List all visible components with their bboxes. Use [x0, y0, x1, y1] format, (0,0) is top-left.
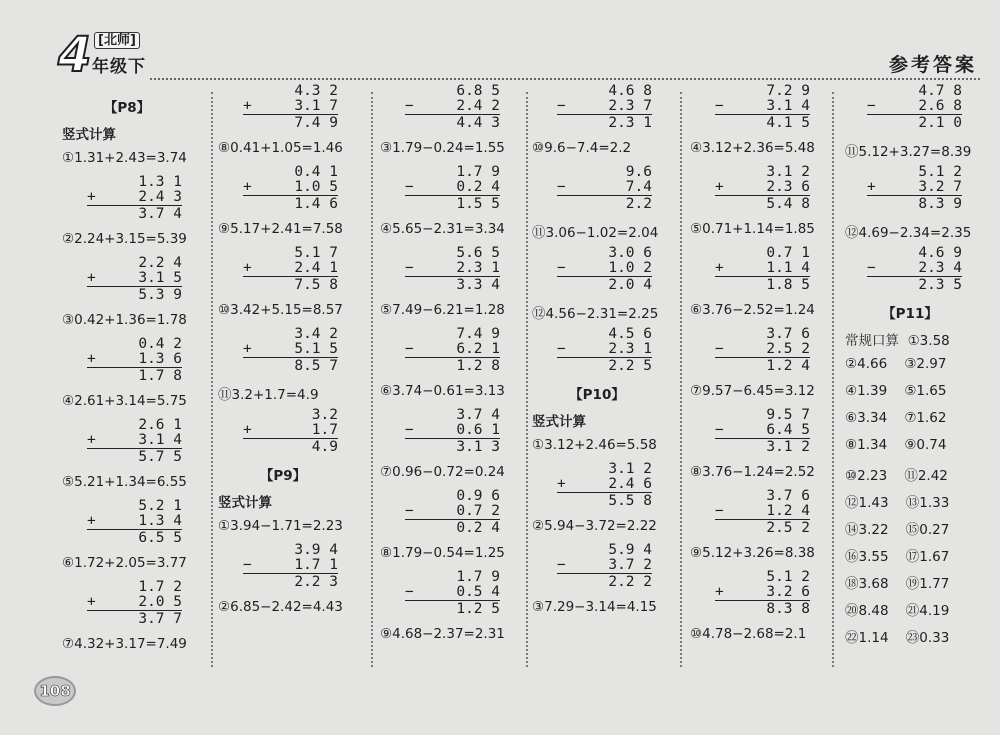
vertical-calculation: [405, 84, 500, 131]
operator-sign: +: [715, 260, 724, 276]
first-operand: 5.9 4: [608, 542, 652, 558]
second-operand-row: [87, 514, 182, 529]
vertical-calculation: [715, 246, 810, 293]
result-value: 4.4 3: [405, 114, 500, 131]
equation-line: ⑦0.96−0.72=0.24: [380, 464, 505, 480]
second-operand: 2.0 5: [138, 594, 182, 610]
result-value: 2.3 5: [867, 276, 962, 293]
second-operand-row: [867, 261, 962, 276]
equation-line: ⑨5.17+2.41=7.58: [218, 221, 343, 237]
vertical-calculation: [243, 84, 338, 131]
second-operand: 2.3 4: [918, 260, 962, 276]
result-value: 7.4 9: [243, 114, 338, 131]
result-value: 3.7 4: [87, 205, 182, 222]
vertical-calculation: [405, 327, 500, 374]
vertical-calculation: [405, 165, 500, 212]
second-operand-row: [87, 352, 182, 367]
vertical-calculation: [87, 175, 182, 222]
second-operand: 0.6 1: [456, 422, 500, 438]
equation-line: ⑪5.12+3.27=8.39: [845, 144, 972, 160]
equation-line: ⑦4.32+3.17=7.49: [62, 636, 187, 652]
second-operand: 3.1 5: [138, 270, 182, 286]
second-operand-row: [243, 342, 338, 357]
result-value: 5.3 9: [87, 286, 182, 303]
section-title: 【P10】: [569, 387, 625, 403]
equation-line: ⑱3.68 ⑲1.77: [845, 576, 950, 592]
equation-line: ④1.39 ⑤1.65: [845, 383, 947, 399]
vertical-calculation: [715, 489, 810, 536]
second-operand: 3.1 4: [138, 432, 182, 448]
second-operand-row: [715, 423, 810, 438]
equation-line: ③7.29−3.14=4.15: [532, 599, 657, 615]
second-operand: 7.4: [625, 179, 652, 195]
equation-line: ④2.61+3.14=5.75: [62, 393, 187, 409]
equation-line: ⑤0.71+1.14=1.85: [690, 221, 815, 237]
operator-sign: +: [87, 351, 96, 367]
vertical-calculation: [87, 418, 182, 465]
section-title: 【P8】: [103, 100, 151, 116]
operator-sign: +: [87, 594, 96, 610]
operator-sign: +: [243, 179, 252, 195]
first-operand: 1.7 9: [456, 164, 500, 180]
equation-line: ⑯3.55 ⑰1.67: [845, 549, 950, 565]
equation-line: ⑥3.34 ⑦1.62: [845, 410, 947, 426]
second-operand: 1.0 2: [608, 260, 652, 276]
result-value: 5.5 8: [557, 492, 652, 509]
result-value: 0.2 4: [405, 519, 500, 536]
second-operand-row: [405, 585, 500, 600]
operator-sign: +: [87, 189, 96, 205]
answer-column: [218, 0, 368, 615]
first-operand: 3.7 6: [766, 488, 810, 504]
equation-line: ⑨4.68−2.37=2.31: [380, 626, 505, 642]
section-heading: 竖式计算: [218, 495, 272, 511]
second-operand: 2.6 8: [918, 98, 962, 114]
result-value: 3.1 2: [715, 438, 810, 455]
equation-line: ④5.65−2.31=3.34: [380, 221, 505, 237]
equation-line: ⑭3.22 ⑮0.27: [845, 522, 950, 538]
second-operand: 3.2 7: [918, 179, 962, 195]
operator-sign: −: [557, 557, 566, 573]
second-operand: 2.3 6: [766, 179, 810, 195]
operator-sign: +: [715, 584, 724, 600]
operator-sign: +: [87, 270, 96, 286]
result-value: 3.1 3: [405, 438, 500, 455]
second-operand: 1.0 5: [294, 179, 338, 195]
result-value: 4.1 5: [715, 114, 810, 131]
second-operand: 2.3 1: [456, 260, 500, 276]
second-operand: 1.3 4: [138, 513, 182, 529]
equation-line: ①3.94−1.71=2.23: [218, 518, 343, 534]
vertical-calculation: [715, 327, 810, 374]
result-value: 1.7 8: [87, 367, 182, 384]
vertical-calculation: [405, 408, 500, 455]
vertical-calculation: [867, 246, 962, 293]
equation-line: ①3.12+2.46=5.58: [532, 437, 657, 453]
second-operand-row: [87, 433, 182, 448]
first-operand: 1.7 2: [138, 579, 182, 595]
vertical-calculation: [87, 337, 182, 384]
first-operand: 7.2 9: [766, 83, 810, 99]
first-operand: 9.5 7: [766, 407, 810, 423]
second-operand-row: [405, 261, 500, 276]
first-operand: 4.6 9: [918, 245, 962, 261]
equation-line: ⑩9.6−7.4=2.2: [532, 140, 632, 156]
second-operand: 1.7: [311, 422, 338, 438]
second-operand-row: [867, 99, 962, 114]
grade-label: 年级下: [92, 57, 146, 77]
vertical-calculation: [715, 408, 810, 455]
grade-number: 4: [58, 27, 92, 83]
second-operand: 2.4 2: [456, 98, 500, 114]
equation-line: ⑪3.2+1.7=4.9: [218, 387, 319, 403]
result-value: 1.5 5: [405, 195, 500, 212]
vertical-calculation: [557, 327, 652, 374]
second-operand: 3.1 7: [294, 98, 338, 114]
equation-line: ①1.31+2.43=3.74: [62, 150, 187, 166]
operator-sign: −: [557, 98, 566, 114]
operator-sign: −: [715, 341, 724, 357]
equation-line: ⑩3.42+5.15=8.57: [218, 302, 343, 318]
equation-line: ③1.79−0.24=1.55: [380, 140, 505, 156]
result-value: 3.7 7: [87, 610, 182, 627]
first-operand: 4.6 8: [608, 83, 652, 99]
result-value: 1.2 8: [405, 357, 500, 374]
equation-line: ⑩2.23 ⑪2.42: [845, 468, 948, 484]
second-operand: 6.4 5: [766, 422, 810, 438]
operator-sign: −: [405, 422, 414, 438]
second-operand-row: [715, 180, 810, 195]
second-operand-row: [405, 504, 500, 519]
first-operand: 2.6 1: [138, 417, 182, 433]
second-operand: 2.5 2: [766, 341, 810, 357]
first-operand: 5.2 1: [138, 498, 182, 514]
vertical-calculation: [557, 165, 652, 212]
operator-sign: +: [243, 422, 252, 438]
vertical-calculation: [715, 570, 810, 617]
answer-column: [380, 0, 530, 642]
second-operand-row: [87, 595, 182, 610]
equation-line: ⑧1.34 ⑨0.74: [845, 437, 947, 453]
first-operand: 3.2: [311, 407, 338, 423]
equation-line: ⑫1.43 ⑬1.33: [845, 495, 950, 511]
second-operand: 1.1 4: [766, 260, 810, 276]
vertical-calculation: [243, 327, 338, 374]
vertical-calculation: [87, 499, 182, 546]
second-operand-row: [87, 190, 182, 205]
second-operand: 6.2 1: [456, 341, 500, 357]
vertical-calculation: [715, 84, 810, 131]
result-value: 1.2 4: [715, 357, 810, 374]
answer-column: [845, 0, 995, 646]
second-operand: 2.4 6: [608, 476, 652, 492]
first-operand: 5.6 5: [456, 245, 500, 261]
result-value: 2.2 2: [557, 573, 652, 590]
equation-line: ⑨5.12+3.26=8.38: [690, 545, 815, 561]
vertical-calculation: [405, 570, 500, 617]
operator-sign: −: [405, 98, 414, 114]
answer-column: [690, 0, 840, 642]
result-value: 8.3 9: [867, 195, 962, 212]
second-operand: 0.2 4: [456, 179, 500, 195]
first-operand: 3.1 2: [608, 461, 652, 477]
vertical-calculation: [557, 246, 652, 293]
vertical-calculation: [243, 543, 338, 590]
second-operand-row: [715, 99, 810, 114]
second-operand-row: [557, 261, 652, 276]
second-operand-row: [405, 342, 500, 357]
result-value: 2.5 2: [715, 519, 810, 536]
vertical-calculation: [715, 165, 810, 212]
operator-sign: −: [405, 584, 414, 600]
result-value: 2.2 5: [557, 357, 652, 374]
first-operand: 4.5 6: [608, 326, 652, 342]
vertical-calculation: [557, 462, 652, 509]
operator-sign: +: [243, 260, 252, 276]
vertical-calculation: [87, 256, 182, 303]
answer-column: [532, 0, 682, 615]
result-value: 4.9: [243, 438, 338, 455]
operator-sign: +: [557, 476, 566, 492]
second-operand: 1.2 4: [766, 503, 810, 519]
section-heading: 竖式计算: [62, 127, 116, 143]
result-value: 2.2 3: [243, 573, 338, 590]
equation-line: ⑦9.57−6.45=3.12: [690, 383, 815, 399]
operator-sign: −: [715, 503, 724, 519]
second-operand: 0.5 4: [456, 584, 500, 600]
vertical-calculation: [243, 246, 338, 293]
result-value: 2.2: [557, 195, 652, 212]
first-operand: 3.0 6: [608, 245, 652, 261]
section-title: 【P9】: [259, 468, 307, 484]
vertical-calculation: [87, 580, 182, 627]
first-operand: 4.3 2: [294, 83, 338, 99]
operator-sign: −: [243, 557, 252, 573]
second-operand-row: [867, 180, 962, 195]
first-operand: 0.9 6: [456, 488, 500, 504]
first-operand: 3.7 4: [456, 407, 500, 423]
equation-line: ②6.85−2.42=4.43: [218, 599, 343, 615]
operator-sign: −: [867, 260, 876, 276]
second-operand-row: [557, 558, 652, 573]
equation-line: ⑧0.41+1.05=1.46: [218, 140, 343, 156]
second-operand-row: [715, 504, 810, 519]
second-operand: 1.7 1: [294, 557, 338, 573]
equation-line: ⑧1.79−0.54=1.25: [380, 545, 505, 561]
equation-line: ⑩4.78−2.68=2.1: [690, 626, 807, 642]
result-value: 8.5 7: [243, 357, 338, 374]
operator-sign: +: [243, 98, 252, 114]
equation-line: ⑪3.06−1.02=2.04: [532, 225, 659, 241]
operator-sign: −: [867, 98, 876, 114]
second-operand-row: [405, 423, 500, 438]
second-operand: 3.1 4: [766, 98, 810, 114]
second-operand-row: [243, 558, 338, 573]
result-value: 1.4 6: [243, 195, 338, 212]
vertical-calculation: [557, 543, 652, 590]
operator-sign: −: [557, 260, 566, 276]
equation-line: ⑫4.56−2.31=2.25: [532, 306, 659, 322]
operator-sign: +: [243, 341, 252, 357]
second-operand-row: [405, 180, 500, 195]
operator-sign: +: [87, 513, 96, 529]
first-operand: 0.4 2: [138, 336, 182, 352]
first-operand: 1.3 1: [138, 174, 182, 190]
vertical-calculation: [243, 165, 338, 212]
vertical-calculation: [867, 84, 962, 131]
first-operand: 3.1 2: [766, 164, 810, 180]
second-operand: 2.4 1: [294, 260, 338, 276]
first-operand: 1.7 9: [456, 569, 500, 585]
second-operand: 2.3 1: [608, 341, 652, 357]
first-operand: 2.2 4: [138, 255, 182, 271]
equation-line: ⑤5.21+1.34=6.55: [62, 474, 187, 490]
first-operand: 5.1 2: [766, 569, 810, 585]
second-operand: 5.1 5: [294, 341, 338, 357]
equation-line: ②2.24+3.15=5.39: [62, 231, 187, 247]
first-operand: 0.7 1: [766, 245, 810, 261]
operator-sign: −: [405, 503, 414, 519]
first-operand: 3.7 6: [766, 326, 810, 342]
first-operand: 3.9 4: [294, 542, 338, 558]
first-operand: 6.8 5: [456, 83, 500, 99]
first-operand: 7.4 9: [456, 326, 500, 342]
second-operand: 1.3 6: [138, 351, 182, 367]
first-operand: 0.4 1: [294, 164, 338, 180]
operator-sign: +: [87, 432, 96, 448]
result-value: 2.0 4: [557, 276, 652, 293]
second-operand: 3.7 2: [608, 557, 652, 573]
result-value: 3.3 4: [405, 276, 500, 293]
result-value: 6.5 5: [87, 529, 182, 546]
result-value: 8.3 8: [715, 600, 810, 617]
equation-line: 常规口算 ①3.58: [845, 333, 950, 349]
equation-line: ⑥3.74−0.61=3.13: [380, 383, 505, 399]
second-operand-row: [557, 477, 652, 492]
second-operand-row: [405, 99, 500, 114]
second-operand-row: [557, 342, 652, 357]
equation-line: ④3.12+2.36=5.48: [690, 140, 815, 156]
vertical-calculation: [243, 408, 338, 455]
first-operand: 5.1 2: [918, 164, 962, 180]
equation-line: ②5.94−3.72=2.22: [532, 518, 657, 534]
operator-sign: −: [405, 179, 414, 195]
equation-line: ⑥3.76−2.52=1.24: [690, 302, 815, 318]
operator-sign: −: [557, 341, 566, 357]
equation-line: ⑥1.72+2.05=3.77: [62, 555, 187, 571]
second-operand-row: [243, 261, 338, 276]
first-operand: 5.1 7: [294, 245, 338, 261]
second-operand-row: [243, 99, 338, 114]
equation-line: ㉒1.14 ㉓0.33: [845, 630, 950, 646]
operator-sign: +: [715, 179, 724, 195]
column-divider: [371, 92, 373, 667]
equation-line: ⑳8.48 ㉑4.19: [845, 603, 950, 619]
result-value: 5.4 8: [715, 195, 810, 212]
second-operand: 0.7 2: [456, 503, 500, 519]
first-operand: 4.7 8: [918, 83, 962, 99]
vertical-calculation: [405, 246, 500, 293]
equation-line: ③0.42+1.36=1.78: [62, 312, 187, 328]
second-operand-row: [715, 585, 810, 600]
operator-sign: +: [867, 179, 876, 195]
first-operand: 9.6: [625, 164, 652, 180]
first-operand: 3.4 2: [294, 326, 338, 342]
operator-sign: −: [715, 422, 724, 438]
page-number: 108: [34, 676, 76, 706]
answer-column: [62, 0, 212, 652]
result-value: 5.7 5: [87, 448, 182, 465]
edition-tag: [北师]: [94, 32, 140, 49]
second-operand-row: [557, 99, 652, 114]
equation-line: ⑤7.49−6.21=1.28: [380, 302, 505, 318]
operator-sign: −: [405, 260, 414, 276]
vertical-calculation: [557, 84, 652, 131]
second-operand-row: [557, 180, 652, 195]
second-operand: 3.2 6: [766, 584, 810, 600]
section-heading: 竖式计算: [532, 414, 586, 430]
vertical-calculation: [867, 165, 962, 212]
second-operand-row: [715, 261, 810, 276]
result-value: 7.5 8: [243, 276, 338, 293]
second-operand-row: [87, 271, 182, 286]
second-operand: 2.3 7: [608, 98, 652, 114]
second-operand-row: [243, 180, 338, 195]
result-value: 2.3 1: [557, 114, 652, 131]
vertical-calculation: [405, 489, 500, 536]
operator-sign: −: [405, 341, 414, 357]
operator-sign: −: [557, 179, 566, 195]
operator-sign: −: [715, 98, 724, 114]
equation-line: ⑫4.69−2.34=2.35: [845, 225, 972, 241]
page-title: 参考答案: [889, 54, 978, 76]
second-operand-row: [715, 342, 810, 357]
result-value: 1.8 5: [715, 276, 810, 293]
second-operand-row: [243, 423, 338, 438]
second-operand: 2.4 3: [138, 189, 182, 205]
equation-line: ②4.66 ③2.97: [845, 356, 947, 372]
result-value: 1.2 5: [405, 600, 500, 617]
section-title: 【P11】: [882, 306, 938, 322]
result-value: 2.1 0: [867, 114, 962, 131]
equation-line: ⑧3.76−1.24=2.52: [690, 464, 815, 480]
